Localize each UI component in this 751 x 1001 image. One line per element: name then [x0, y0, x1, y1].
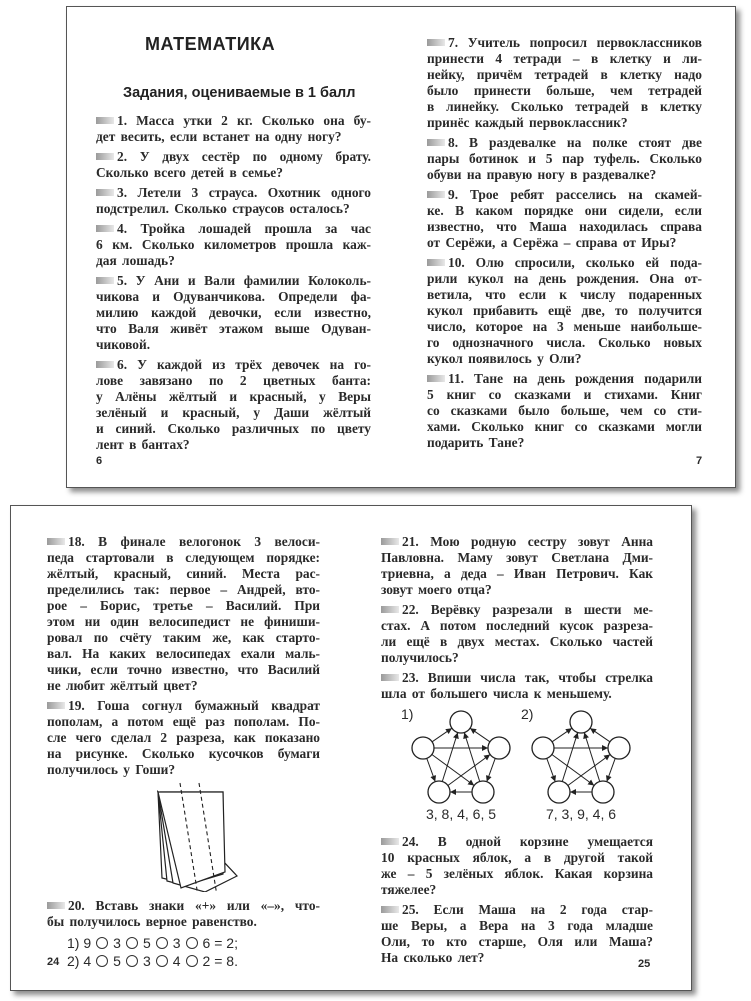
pentagon-arrow-graph — [401, 706, 521, 810]
task-marker-icon — [47, 538, 65, 545]
task-item — [96, 357, 371, 453]
number-slot-circle[interactable] — [570, 711, 592, 733]
line-text: 4. Тройка лошадей прошла за час — [117, 221, 371, 236]
task-text-line — [427, 135, 702, 151]
line-text: чикова и Одуванчикова. Определи фа- — [96, 289, 371, 304]
line-text: нейку, причём тетрадей в клетку надо — [427, 67, 702, 82]
task-text-line — [96, 289, 371, 305]
line-text: ветила, что если к числу подаренных — [427, 287, 702, 302]
pentagon-arrow-graph — [521, 706, 641, 810]
task-text-line — [47, 698, 320, 714]
task-text-line — [381, 902, 653, 918]
line-text: 3. Летели 3 страуса. Охотник одного — [117, 185, 371, 200]
line-text: го однозначного числа. Сколько новых — [427, 335, 702, 350]
line-text: тяжелее? — [381, 882, 437, 897]
line-text: было принести больше, чем тетрадей — [427, 83, 702, 98]
task-marker-icon — [47, 702, 65, 709]
task-text-line — [381, 566, 653, 582]
line-text: со сказками было больше, чем со сти- — [427, 403, 702, 418]
task-item — [427, 135, 702, 183]
line-text: чики, если точно известно, что Василий — [47, 662, 320, 677]
task-text-line — [96, 149, 371, 165]
line-text: 19. Гоша согнул бумажный квадрат — [68, 698, 320, 713]
line-text: зовут моего отца? — [381, 582, 492, 597]
task-text-line — [381, 550, 653, 566]
page-number: 6 — [96, 455, 103, 467]
task-text-line — [427, 219, 702, 235]
task-item — [381, 534, 653, 598]
task-text-line — [47, 582, 320, 598]
line-text: милию каждой девочки, если известно, — [96, 305, 371, 320]
task-marker-icon — [427, 191, 445, 198]
folded-paper-figure — [47, 782, 320, 892]
task-text-line — [427, 51, 702, 67]
line-text: жёлтый, красный, синий. Места рас- — [47, 566, 320, 581]
page-number: 7 — [696, 455, 703, 467]
task-text-line — [427, 387, 702, 403]
arrow-edge — [607, 758, 615, 781]
task-text-line — [96, 221, 371, 237]
task-text-line — [96, 253, 371, 269]
line-text: пары ботинок и 5 пар туфель. Сколько — [427, 151, 702, 166]
number-slot-circle[interactable] — [488, 737, 510, 759]
task-text-line — [96, 201, 371, 217]
task-text-line — [96, 405, 371, 421]
task-text-line — [427, 99, 702, 115]
task-text-line — [47, 662, 320, 678]
line-text: 25. Если Маша на 2 года стар- — [402, 902, 653, 917]
line-text: педа стартовали в следующем порядке: — [47, 550, 320, 565]
number-slot-circle[interactable] — [472, 781, 494, 803]
line-text: 24. В одной корзине умещается — [402, 834, 653, 849]
task-text-line — [427, 303, 702, 319]
line-text: кукол прибавить ещё две, то получится — [427, 303, 702, 318]
task-item — [381, 834, 653, 898]
task-text-line — [381, 634, 653, 650]
task-text-line — [427, 403, 702, 419]
task-text-line — [427, 151, 702, 167]
task-text-line — [427, 115, 702, 131]
task-text-line — [47, 914, 320, 930]
diagram-numbers: 3, 8, 4, 6, 5 — [425, 806, 497, 822]
task-text-line — [427, 287, 702, 303]
task-text-line — [96, 421, 371, 437]
line-text: чиковой. — [96, 337, 151, 352]
line-text: в линейку. Сколько тетрадей в клетку — [427, 99, 702, 114]
equation-row — [47, 934, 320, 952]
task-text-line — [381, 866, 653, 882]
line-text: подстрелил. Сколько страусов осталось? — [96, 201, 350, 216]
task-marker-icon — [96, 117, 114, 124]
line-text: 10. Олю спросили, сколько ей пода- — [448, 255, 702, 270]
task-text-line — [47, 678, 320, 694]
task-item — [381, 602, 653, 666]
line-text: 6. У каждой из трёх девочек на го- — [117, 357, 371, 372]
task-text-line — [381, 670, 653, 686]
line-text: шла от большего числа к меньшему. — [381, 686, 612, 701]
task-text-line — [47, 614, 320, 630]
task-text-line — [96, 389, 371, 405]
task-text-line — [381, 850, 653, 866]
line-text: 7. Учитель попросил первоклассников — [448, 35, 702, 50]
task-text-line — [427, 255, 702, 271]
task-text-line — [47, 550, 320, 566]
task-item — [47, 534, 320, 694]
line-text: от Серёжи, а Серёжа – справа от Иры? — [427, 235, 677, 250]
task-item — [47, 698, 320, 778]
arrow-edge — [552, 728, 572, 742]
line-text: 9. Трое ребят расселись на скамей- — [448, 187, 702, 202]
task-marker-icon — [381, 606, 399, 613]
page-number: 25 — [638, 958, 651, 970]
line-text: получилось? — [381, 650, 459, 665]
line-text: не любит жёлтый цвет? — [47, 678, 198, 693]
task-marker-icon — [427, 139, 445, 146]
equation-number: 5 — [113, 953, 121, 969]
arrow-edge — [470, 728, 490, 742]
line-text: 11. Тане на день рождения подарили — [448, 371, 702, 386]
diagram-numbers: 7, 3, 9, 4, 6 — [545, 806, 617, 822]
task-marker-icon — [47, 902, 65, 909]
arrow-edge — [442, 732, 457, 781]
task-text-line — [47, 746, 320, 762]
task-item — [96, 149, 371, 181]
task-text-line — [381, 534, 653, 550]
arrow-edge — [432, 728, 452, 742]
line-text: Сколько всего детей в семье? — [96, 165, 283, 180]
arrow-edge — [562, 732, 577, 781]
task-text-line — [427, 83, 702, 99]
task-text-line — [47, 714, 320, 730]
task-text-line — [96, 321, 371, 337]
equations — [47, 934, 320, 970]
task-text-line — [427, 167, 702, 183]
line-text: ше Веры, а Вера на 3 года младше — [381, 918, 653, 933]
task-marker-icon — [381, 674, 399, 681]
task-text-line — [96, 305, 371, 321]
task-text-line — [427, 419, 702, 435]
equation-number: 3 — [113, 935, 121, 951]
line-text: 20. Вставь знаки «+» или «–», что- — [68, 898, 320, 913]
line-text: 5. У Ани и Вали фамилии Колоколь- — [117, 273, 371, 288]
task-item — [96, 273, 371, 353]
task-text-line — [96, 273, 371, 289]
task-text-line — [47, 534, 320, 550]
task-text-line — [47, 566, 320, 582]
line-text: 10 красных яблок, а в другой такой — [381, 850, 653, 865]
task-text-line — [427, 187, 702, 203]
line-text: стах. А потом последний кусок разреза- — [381, 618, 653, 633]
line-text: у Алёны жёлтый и красный, у Веры — [96, 389, 371, 404]
line-text: известно, что Маша находилась справа — [427, 219, 702, 234]
task-text-line — [381, 618, 653, 634]
task-text-line — [427, 351, 702, 367]
task-text-line — [381, 950, 653, 966]
task-marker-icon — [427, 259, 445, 266]
line-text: рили кукол на день рождения. Она от- — [427, 271, 702, 286]
tasks-page-25 — [381, 534, 653, 970]
task-text-line — [96, 373, 371, 389]
task-20 — [47, 898, 320, 930]
task-marker-icon — [96, 153, 114, 160]
line-text: 18. В финале велогонок 3 велоси- — [68, 534, 320, 549]
task-text-line — [96, 357, 371, 373]
line-text: 8. В раздевалке на полке стоят две — [448, 135, 702, 150]
task-text-line — [47, 598, 320, 614]
task-item — [381, 670, 653, 702]
line-text: бы получилось верное равенство. — [47, 914, 257, 929]
task-text-line — [47, 630, 320, 646]
task-text-line — [427, 203, 702, 219]
sign-blank-circle[interactable] — [156, 937, 168, 949]
number-slot-circle[interactable] — [450, 711, 472, 733]
line-text: Павловна. Маму зовут Светлана Дми- — [381, 550, 653, 565]
task-marker-icon — [427, 39, 445, 46]
line-text: ке. В каком порядке они сидели, если — [427, 203, 702, 218]
arrow-edge — [584, 732, 599, 781]
task-text-line — [381, 918, 653, 934]
task-text-line — [96, 337, 371, 353]
diagram-label: 2) — [521, 706, 534, 722]
task-item — [96, 113, 371, 145]
equation-result: = 8. — [214, 953, 238, 969]
arrow-edge — [464, 732, 479, 781]
equation-number: 3 — [172, 935, 181, 951]
line-text: 6 км. Сколько километров прошла каж- — [96, 237, 371, 252]
line-text: Оли, то кто старше, Оля или Маша? — [381, 934, 653, 949]
equation-row — [47, 952, 320, 970]
equation-number: 4 — [83, 953, 92, 969]
line-text: 22. Верёвку разрезали в шести ме- — [402, 602, 653, 617]
task-text-line — [47, 730, 320, 746]
task-text-line — [381, 650, 653, 666]
line-text: принести 4 тетради – в клетку и ли- — [427, 51, 702, 66]
line-text: лент в бантах? — [96, 437, 190, 452]
task-text-line — [381, 834, 653, 850]
number-slot-circle[interactable] — [428, 781, 450, 803]
tasks-page-6 — [96, 113, 371, 457]
line-text: лове завязано по 2 цветных банта: — [96, 373, 371, 388]
task-text-line — [96, 113, 371, 129]
task-text-line — [427, 435, 702, 451]
line-text: принёс каждый первоклассник? — [427, 115, 628, 130]
task-item — [427, 371, 702, 451]
line-text: 1. Масса утки 2 кг. Сколько она бу- — [117, 113, 371, 128]
sign-blank-circle[interactable] — [156, 955, 168, 967]
tasks-page-7 — [427, 35, 702, 455]
task-item — [96, 221, 371, 269]
number-slot-circle[interactable] — [608, 737, 630, 759]
line-text: 5 книг со сказками и стихами. Книг — [427, 387, 702, 402]
sign-blank-circle[interactable] — [96, 937, 108, 949]
line-text: хами. Сколько книг со сказками могли — [427, 419, 702, 434]
line-text: вал. На каких велосипедах ехали маль- — [47, 646, 320, 661]
task-item — [381, 902, 653, 966]
task-text-line — [381, 686, 653, 702]
arrow-edge — [590, 728, 610, 742]
line-text: дая лошадь? — [96, 253, 175, 268]
equation-number: 5 — [142, 935, 151, 951]
arrow-edge — [487, 758, 495, 781]
task-marker-icon — [96, 361, 114, 368]
task-marker-icon — [96, 277, 114, 284]
task-text-line — [381, 582, 653, 598]
task-text-line — [96, 185, 371, 201]
task-marker-icon — [381, 838, 399, 845]
sign-blank-circle[interactable] — [186, 937, 198, 949]
top-book-spread — [66, 6, 736, 488]
task-marker-icon — [427, 375, 445, 382]
task-marker-icon — [381, 906, 399, 913]
number-slot-circle[interactable] — [548, 781, 570, 803]
task-item — [427, 35, 702, 131]
number-slot-circle[interactable] — [412, 737, 434, 759]
line-text: кукол появилось у Оли? — [427, 351, 582, 366]
line-text: зелёный и красный, у Даши жёлтый — [96, 405, 371, 420]
line-text: На сколько лет? — [381, 950, 485, 965]
task-item — [427, 187, 702, 251]
task-text-line — [427, 319, 702, 335]
equation-number: 3 — [142, 953, 151, 969]
sign-blank-circle[interactable] — [96, 955, 108, 967]
line-text: этом ни один велосипедист не финиши- — [47, 614, 320, 629]
equation-number: 9 — [83, 935, 92, 951]
task-text-line — [96, 129, 371, 145]
tasks-21-23 — [381, 534, 653, 702]
equation-label: 2) — [67, 953, 80, 969]
line-text: и синий. Сколько различных по цвету — [96, 421, 371, 436]
task-text-line — [427, 335, 702, 351]
sign-blank-circle[interactable] — [186, 955, 198, 967]
line-text: получилось у Гоши? — [47, 762, 176, 777]
sign-blank-circle[interactable] — [126, 937, 138, 949]
task-item — [96, 185, 371, 217]
equation-number: 6 — [202, 935, 211, 951]
bottom-book-spread — [10, 505, 692, 991]
line-text: 21. Мою родную сестру зовут Анна — [402, 534, 653, 549]
equation-result: = 2; — [214, 935, 238, 951]
arrow-edge — [547, 758, 555, 781]
task-text-line — [96, 437, 371, 453]
arrow-diagrams — [381, 706, 653, 824]
number-slot-circle[interactable] — [592, 781, 614, 803]
line-text: пределились так: первое – Андрей, вто- — [47, 582, 320, 597]
line-text: число, которое на 3 меньше наибольше- — [427, 319, 702, 334]
line-text: сле чего сделал 2 разреза, как показано — [47, 730, 320, 745]
line-text: на рисунке. Сколько кусочков бумаги — [47, 746, 320, 761]
number-slot-circle[interactable] — [532, 737, 554, 759]
task-text-line — [47, 762, 320, 778]
equation-number: 2 — [202, 953, 211, 969]
line-text: ровал по счёту таким же, как старто- — [47, 630, 320, 645]
diagram-label: 1) — [401, 706, 414, 722]
line-text: 23. Впиши числа так, чтобы стрелка — [402, 670, 653, 685]
task-text-line — [427, 271, 702, 287]
task-text-line — [427, 67, 702, 83]
equation-number: 4 — [172, 953, 181, 969]
task-text-line — [381, 602, 653, 618]
line-text: что Валя живёт этажом выше Одуван- — [96, 321, 371, 336]
task-item — [427, 255, 702, 367]
tasks-24-25 — [381, 834, 653, 966]
task-text-line — [427, 35, 702, 51]
task-text-line — [381, 934, 653, 950]
sign-blank-circle[interactable] — [126, 955, 138, 967]
line-text: рое – Борис, третье – Василий. При — [47, 598, 320, 613]
section-subtitle: Задания, оцениваемые в 1 балл — [123, 85, 356, 101]
line-text: 2. У двух сестёр по одному брату. — [117, 149, 371, 164]
line-text: подарить Тане? — [427, 435, 525, 450]
task-text-line — [381, 882, 653, 898]
line-text: обуви на правую ногу в раздевалке? — [427, 167, 657, 182]
task-item — [47, 898, 320, 930]
task-text-line — [47, 898, 320, 914]
task-text-line — [96, 237, 371, 253]
page-title: МАТЕМАТИКА — [145, 34, 276, 54]
page-number: 24 — [47, 956, 60, 968]
line-text: дет весить, если встанет на одну ногу? — [96, 129, 342, 144]
task-text-line — [427, 235, 702, 251]
line-text: пополам, а потом ещё раз пополам. По- — [47, 714, 320, 729]
tasks-18-19 — [47, 534, 320, 778]
task-marker-icon — [381, 538, 399, 545]
equation-label: 1) — [67, 935, 80, 951]
arrow-edge — [427, 758, 435, 781]
task-text-line — [427, 371, 702, 387]
task-text-line — [47, 646, 320, 662]
task-marker-icon — [96, 225, 114, 232]
line-text: триевна, а деда – Иван Петрович. Как — [381, 566, 653, 581]
line-text: же – 5 зелёных яблок. Какая корзина — [381, 866, 653, 881]
tasks-page-24 — [47, 534, 320, 970]
line-text: ли ещё в двух местах. Сколько частей — [381, 634, 653, 649]
task-marker-icon — [96, 189, 114, 196]
task-text-line — [96, 165, 371, 181]
